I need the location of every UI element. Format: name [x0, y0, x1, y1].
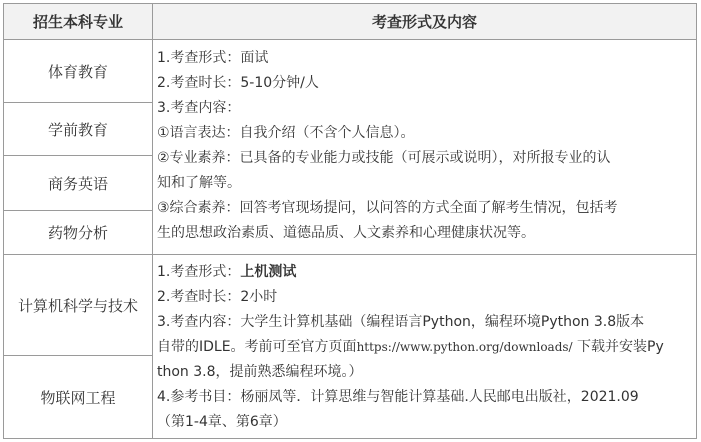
major-business-english: 商务英语: [47, 174, 108, 193]
content-line: 4.参考书目：杨丽凤等．计算思维与智能计算基础.人民邮电出版社，2021.09: [157, 389, 639, 405]
header-major-column: 招生本科专业: [4, 4, 152, 39]
major-computer-science: 计算机科学与技术: [17, 296, 138, 315]
content-line: ①语言表达：自我介绍（不含个人信息）。: [157, 125, 415, 141]
content-line: 生的思想政治素质、道德品质、人文素养和心理健康状况等。: [157, 225, 535, 241]
content-line: 知和了解等。: [157, 175, 241, 191]
content-line: 2.考查时长：5-10分钟/人: [157, 75, 319, 91]
exam-form-value: 上机测试: [240, 264, 297, 280]
group1-exam-content: [157, 46, 692, 246]
header-content-column: 考查形式及内容: [153, 4, 696, 39]
content-line: 3.考查内容：: [157, 100, 241, 116]
group2-exam-content: [157, 260, 692, 435]
content-line: 3.考查内容：大学生计算机基础（编程语言Python，编程环境Python 3.8版本: [157, 314, 645, 330]
content-line: ③综合素养：回答考官现场提问，以问答的方式全面了解考生情况，包括考: [157, 200, 618, 216]
major-preschool-education: 学前教育: [47, 120, 108, 139]
content-text: 自带的IDLE。考前可至官方页面: [157, 339, 357, 355]
major-iot-engineering: 物联网工程: [40, 388, 116, 407]
content-line: （第1-4章、第6章）: [157, 414, 287, 430]
python-download-link[interactable]: https://www.python.org/downloads/: [356, 340, 573, 354]
admission-table: [3, 3, 697, 439]
content-line: 2.考查时长：2小时: [157, 289, 278, 305]
content-line: [157, 260, 692, 285]
exam-form-label: 1.考查形式：: [157, 264, 241, 280]
major-pharmaceutical-analysis: 药物分析: [47, 224, 108, 242]
content-text: 下载并安装Py: [572, 339, 664, 355]
content-line: [157, 335, 692, 360]
content-line: thon 3.8，提前熟悉编程环境。）: [157, 364, 363, 380]
content-line: ②专业素养：已具备的专业能力或技能（可展示或说明），对所报专业的认: [157, 150, 611, 166]
major-physical-education: 体育教育: [47, 62, 108, 81]
content-line: 1.考查形式：面试: [157, 50, 269, 66]
